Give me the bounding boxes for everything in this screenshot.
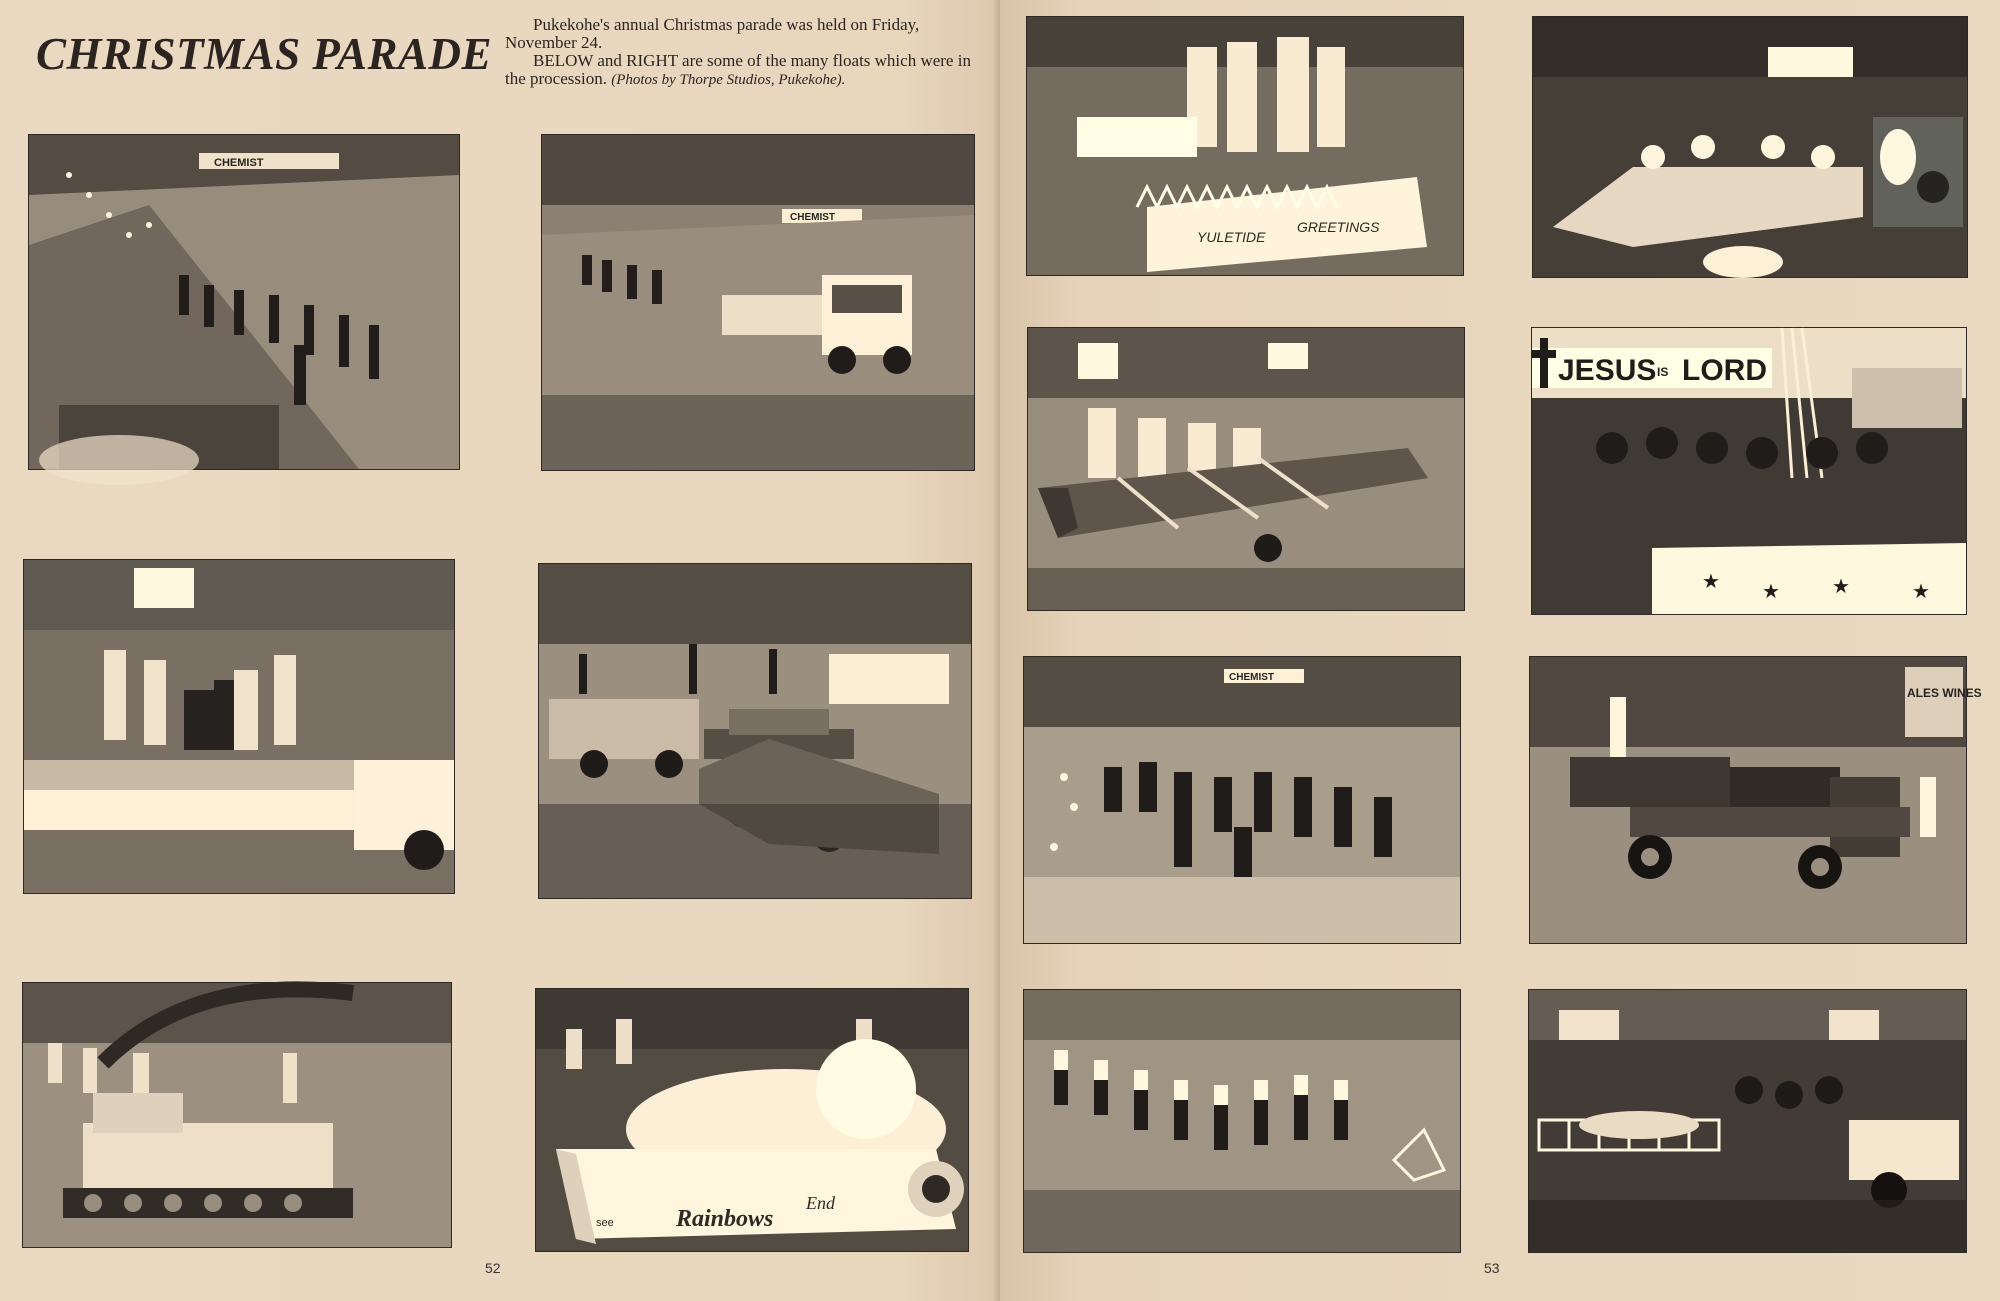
svg-text:★: ★ bbox=[1702, 571, 1720, 593]
is-text: IS bbox=[1657, 365, 1669, 379]
page-number-right: 53 bbox=[1484, 1260, 1500, 1276]
greetings-text: GREETINGS bbox=[1297, 219, 1380, 235]
photo-credit: (Photos by Thorpe Studios, Pukekohe). bbox=[611, 72, 846, 88]
photo-vintage-truck bbox=[1529, 656, 1982, 944]
photo-vintage-cars bbox=[538, 563, 972, 899]
chemist-sign-text-3: CHEMIST bbox=[1229, 672, 1274, 683]
intro-paragraph-2-text: BELOW and RIGHT are some of the many floats which were in the procession. bbox=[505, 51, 971, 88]
photo-tracked-float bbox=[22, 982, 452, 1248]
ales-wines-text: ALES WINES bbox=[1907, 686, 1982, 700]
photo-stage-float bbox=[23, 559, 455, 894]
photo-truck-float bbox=[541, 134, 975, 471]
chemist-sign-text-2: CHEMIST bbox=[790, 212, 835, 223]
photo-rowing-boat-float bbox=[1027, 327, 1465, 611]
intro-paragraph-1: Pukekohe's annual Christmas parade was held on Friday, November 24. bbox=[505, 15, 920, 52]
photo-marching-band bbox=[28, 134, 460, 470]
photo-fire-engine bbox=[1528, 989, 1967, 1253]
right-page bbox=[1000, 0, 2000, 1301]
rainbows-text: Rainbows bbox=[676, 1206, 774, 1232]
photo-rainbow-float bbox=[535, 988, 969, 1252]
svg-text:★: ★ bbox=[1912, 581, 1930, 603]
photo-jesus-is-lord-float bbox=[1531, 327, 1967, 615]
lord-text: LORD bbox=[1682, 354, 1767, 387]
end-text: End bbox=[806, 1193, 835, 1213]
svg-text:★: ★ bbox=[1832, 576, 1850, 598]
page-number-left: 52 bbox=[485, 1260, 501, 1276]
see-text: see bbox=[596, 1217, 614, 1229]
yuletide-text: YULETIDE bbox=[1197, 229, 1266, 245]
photo-yuletide-float bbox=[1026, 16, 1464, 276]
photo-nativity-float bbox=[1532, 16, 1968, 278]
chemist-sign-text: CHEMIST bbox=[214, 157, 264, 169]
svg-text:★: ★ bbox=[1762, 581, 1780, 603]
page-headline: CHRISTMAS PARADE bbox=[36, 29, 493, 79]
photo-brass-band bbox=[1023, 989, 1461, 1253]
intro-text bbox=[505, 16, 975, 89]
photo-pipe-band bbox=[1023, 656, 1461, 944]
jesus-text: JESUS bbox=[1558, 354, 1657, 387]
intro-paragraph-2 bbox=[505, 52, 975, 89]
